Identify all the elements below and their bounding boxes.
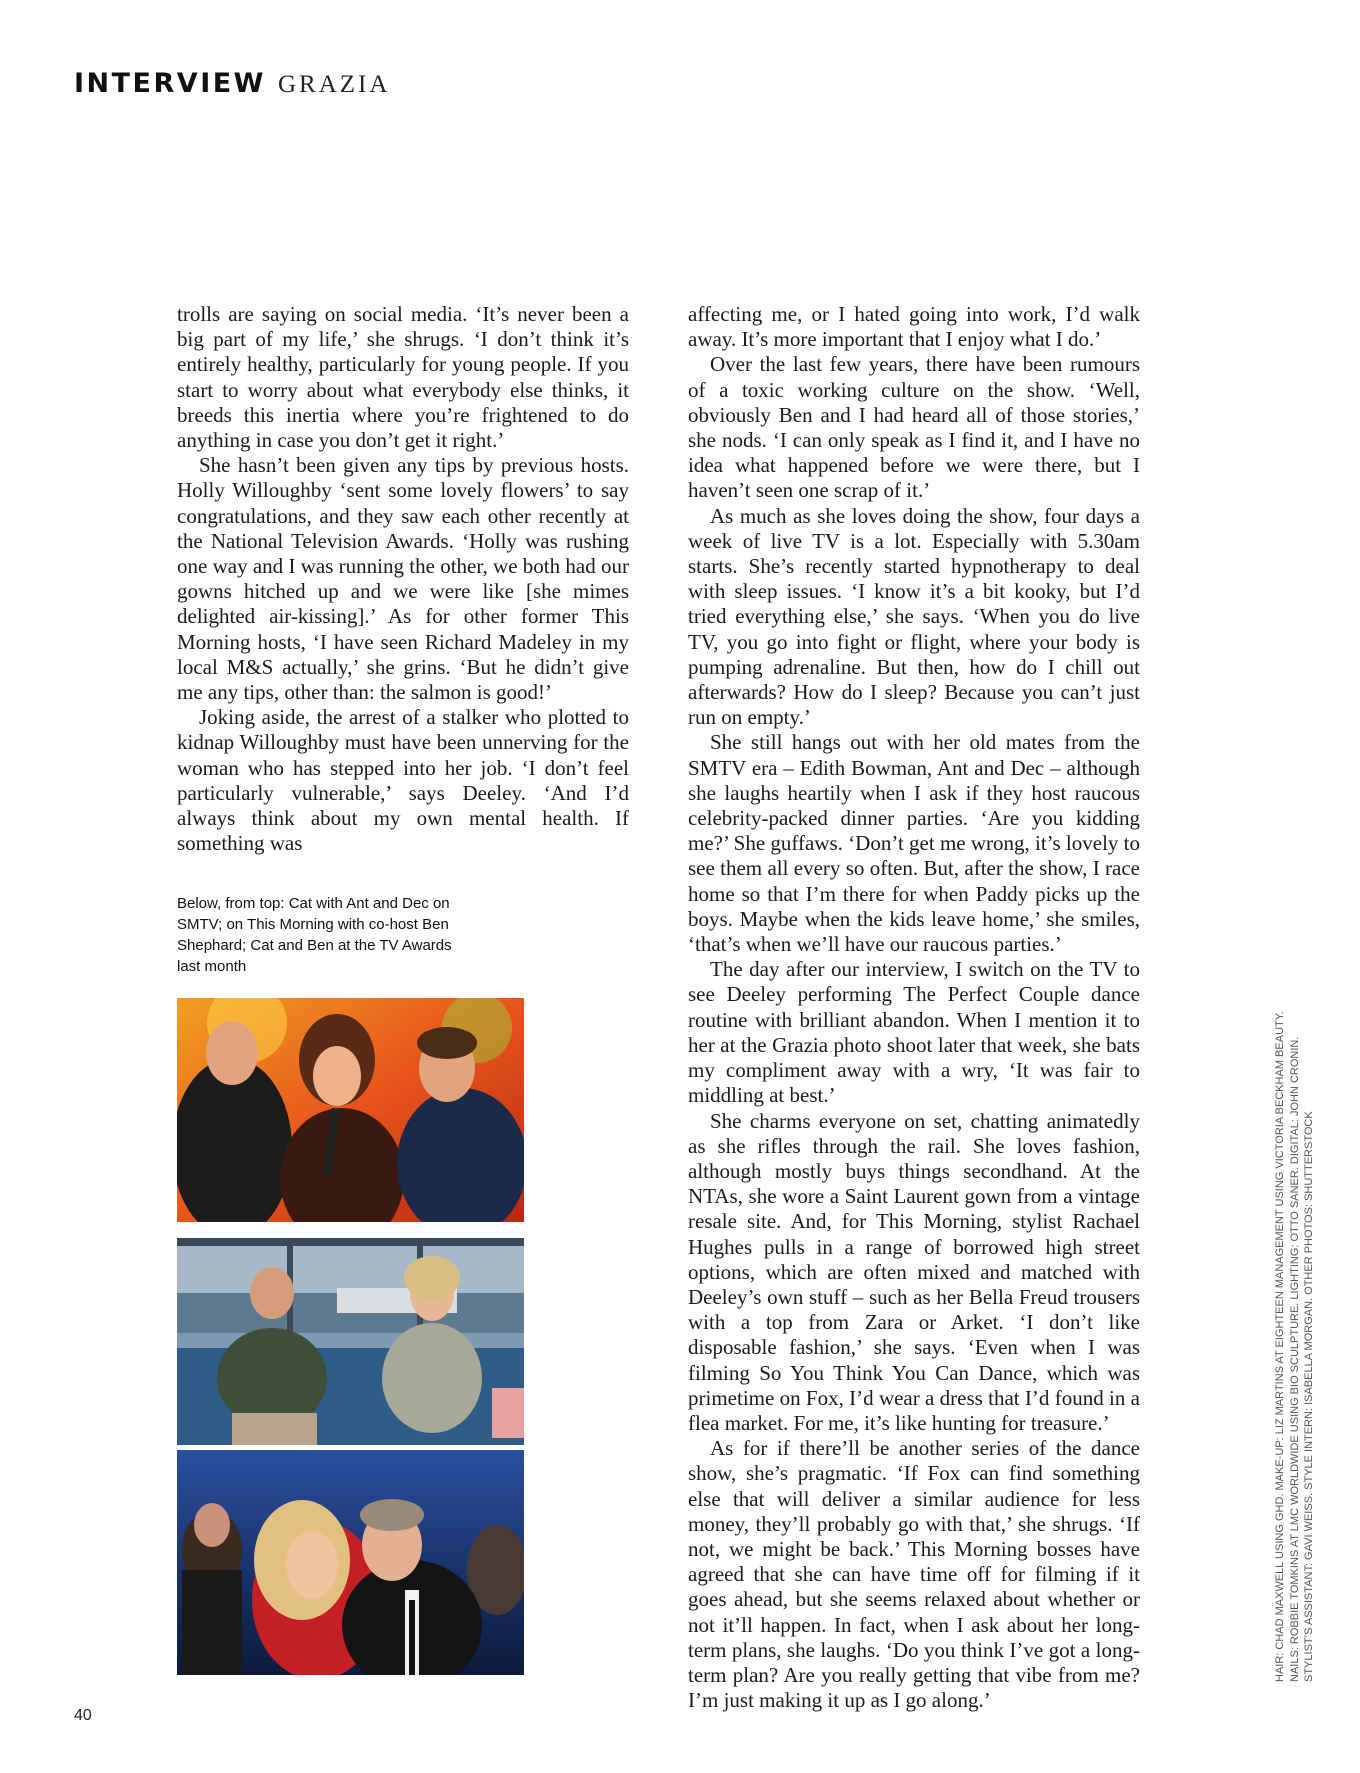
credit-line: NAILS: ROBBIE TOMKINS AT LMC WORLDWIDE USING BIO SCULPTURE. LIGHTING: OTTO SANER. DIGITAL: JOHN CRONIN. [1288, 1036, 1301, 1682]
paragraph: She hasn’t been given any tips by previous hosts. Holly Willoughby ‘sent some lovely flowers’ to say congratulations, and they saw each other recently at the National Television Awards. ‘Holly was rushing one way and I was running the other, we both had our gowns hitched up and we were like [she mimes delighted air-kissing].’ As for other former This Morning hosts, ‘I have seen Richard Madeley in my local M&S actually,’ she grins. ‘But he didn’t give me any tips, other than: the salmon is good!’ [177, 453, 629, 705]
paragraph: Joking aside, the arrest of a stalker who plotted to kidnap Willoughby must have been unnerving for the woman who has stepped into her job. ‘I don’t feel particularly vulnerable,’ says Deeley. ‘And I’d always think about my own mental health. If something was [177, 705, 629, 856]
photo-credits [1273, 1011, 1317, 1682]
article-column-left [177, 302, 629, 856]
brand-logo: GRAZIA [277, 71, 391, 98]
credit-line: HAIR: CHAD MAXWELL USING GHD. MAKE-UP: LIZ MARTINS AT EIGHTEEN MANAGEMENT USING VICTORIA BECKHAM BEAUTY. [1274, 1011, 1286, 1682]
paragraph: She still hangs out with her old mates from the SMTV era – Edith Bowman, Ant and Dec – although she laughs heartily when I ask if they host raucous celebrity-packed dinner parties. ‘Are you kidding me?’ She guffaws. ‘Don’t get me wrong, it’s lovely to see them all every so often. But, after the show, I race home so that I’m there for when Paddy picks up the boys. Maybe when the kids leave home,’ she smiles, ‘that’s when we’ll have our raucous parties.’ [688, 730, 1141, 957]
paragraph: affecting me, or I hated going into work, I’d walk away. It’s more important that I enjoy what I do.’ [688, 302, 1140, 352]
page-number: 40 [74, 1707, 92, 1724]
photo-caption: Below, from top: Cat with Ant and Dec on SMTV; on This Morning with co-host Ben Shephard; Cat and Ben at the TV Awards last month [177, 895, 452, 975]
credit-line: STYLIST’S ASSISTANT: GAVI WEISS. STYLE INTERN: ISABELLA MORGAN. OTHER PHOTOS: SHUTTERSTOCK [1303, 1111, 1315, 1682]
photo-tv-awards [177, 1450, 524, 1675]
paragraph: The day after our interview, I switch on the TV to see Deeley performing The Perfect Couple dance routine with brilliant abandon. When I mention it to her at the Grazia photo shoot later that week, she bats my compliment away with a wry, ‘It was fair to middling at best.’ [688, 957, 1140, 1108]
paragraph: As much as she loves doing the show, four days a week of live TV is a lot. Especially with 5.30am starts. She’s recently started hypnotherapy to deal with sleep issues. ‘I know it’s a bit kooky, but I’d tried everything else,’ she says. ‘When you do live TV, you go into fight or flight, where your body is pumping adrenaline. But then, how do I chill out afterwards? How do I sleep? Because you can’t just run on empty.’ [688, 503, 1140, 730]
page-header [74, 68, 390, 99]
paragraph: Over the last few years, there have been rumours of a toxic working culture on the show. ‘Well, obviously Ben and I had heard all of those stories,’ she nods. ‘I can only speak as I find it, and I have no idea what happened before we were there, but I haven’t seen one scrap of it.’ [688, 352, 1140, 503]
article-column-right [688, 302, 1140, 1713]
paragraph: She charms everyone on set, chatting animatedly as she rifles through the rail. She loves fashion, although mostly buys things secondhand. At the NTAs, she wore a Saint Laurent gown from a vintage resale site. And, for This Morning, stylist Rachael Hughes pulls in a range of borrowed high street options, which are often mixed and matched with Deeley’s own stuff – such as her Bella Freud trousers with a top from Zara or Arket. ‘I don’t like disposable fashion,’ she says. ‘Even when I was filming So You Think You Can Dance, which was primetime on Fox, I’d wear a dress that I’d found in a flea market. For me, it’s like hunting for treasure.’ [688, 1108, 1140, 1435]
paragraph: trolls are saying on social media. ‘It’s never been a big part of my life,’ she shrugs. ‘I don’t think it’s entirely healthy, particularly for young people. If you start to worry about what everybody else thinks, it breeds this inertia where you’re frightened to do anything in case you don’t get it right.’ [177, 302, 629, 453]
photo-smtv [177, 998, 524, 1222]
paragraph: As for if there’ll be another series of the dance show, she’s pragmatic. ‘If Fox can find something else that will deliver a similar audience for less money, they’ll probably go with that,’ she shrugs. ‘If not, we might be back.’ This Morning bosses have agreed that she can have time off for filming if it goes ahead, but she seems relaxed about whether or not it’ll happen. In fact, when I ask about her long-term plans, she laughs. ‘Do you think I’ve got a long-term plan? Are you really getting that vibe from me? I’m just making it up as I go along.’ [688, 1436, 1140, 1713]
photo-this-morning [177, 1238, 524, 1445]
section-title: INTERVIEW [74, 68, 266, 99]
